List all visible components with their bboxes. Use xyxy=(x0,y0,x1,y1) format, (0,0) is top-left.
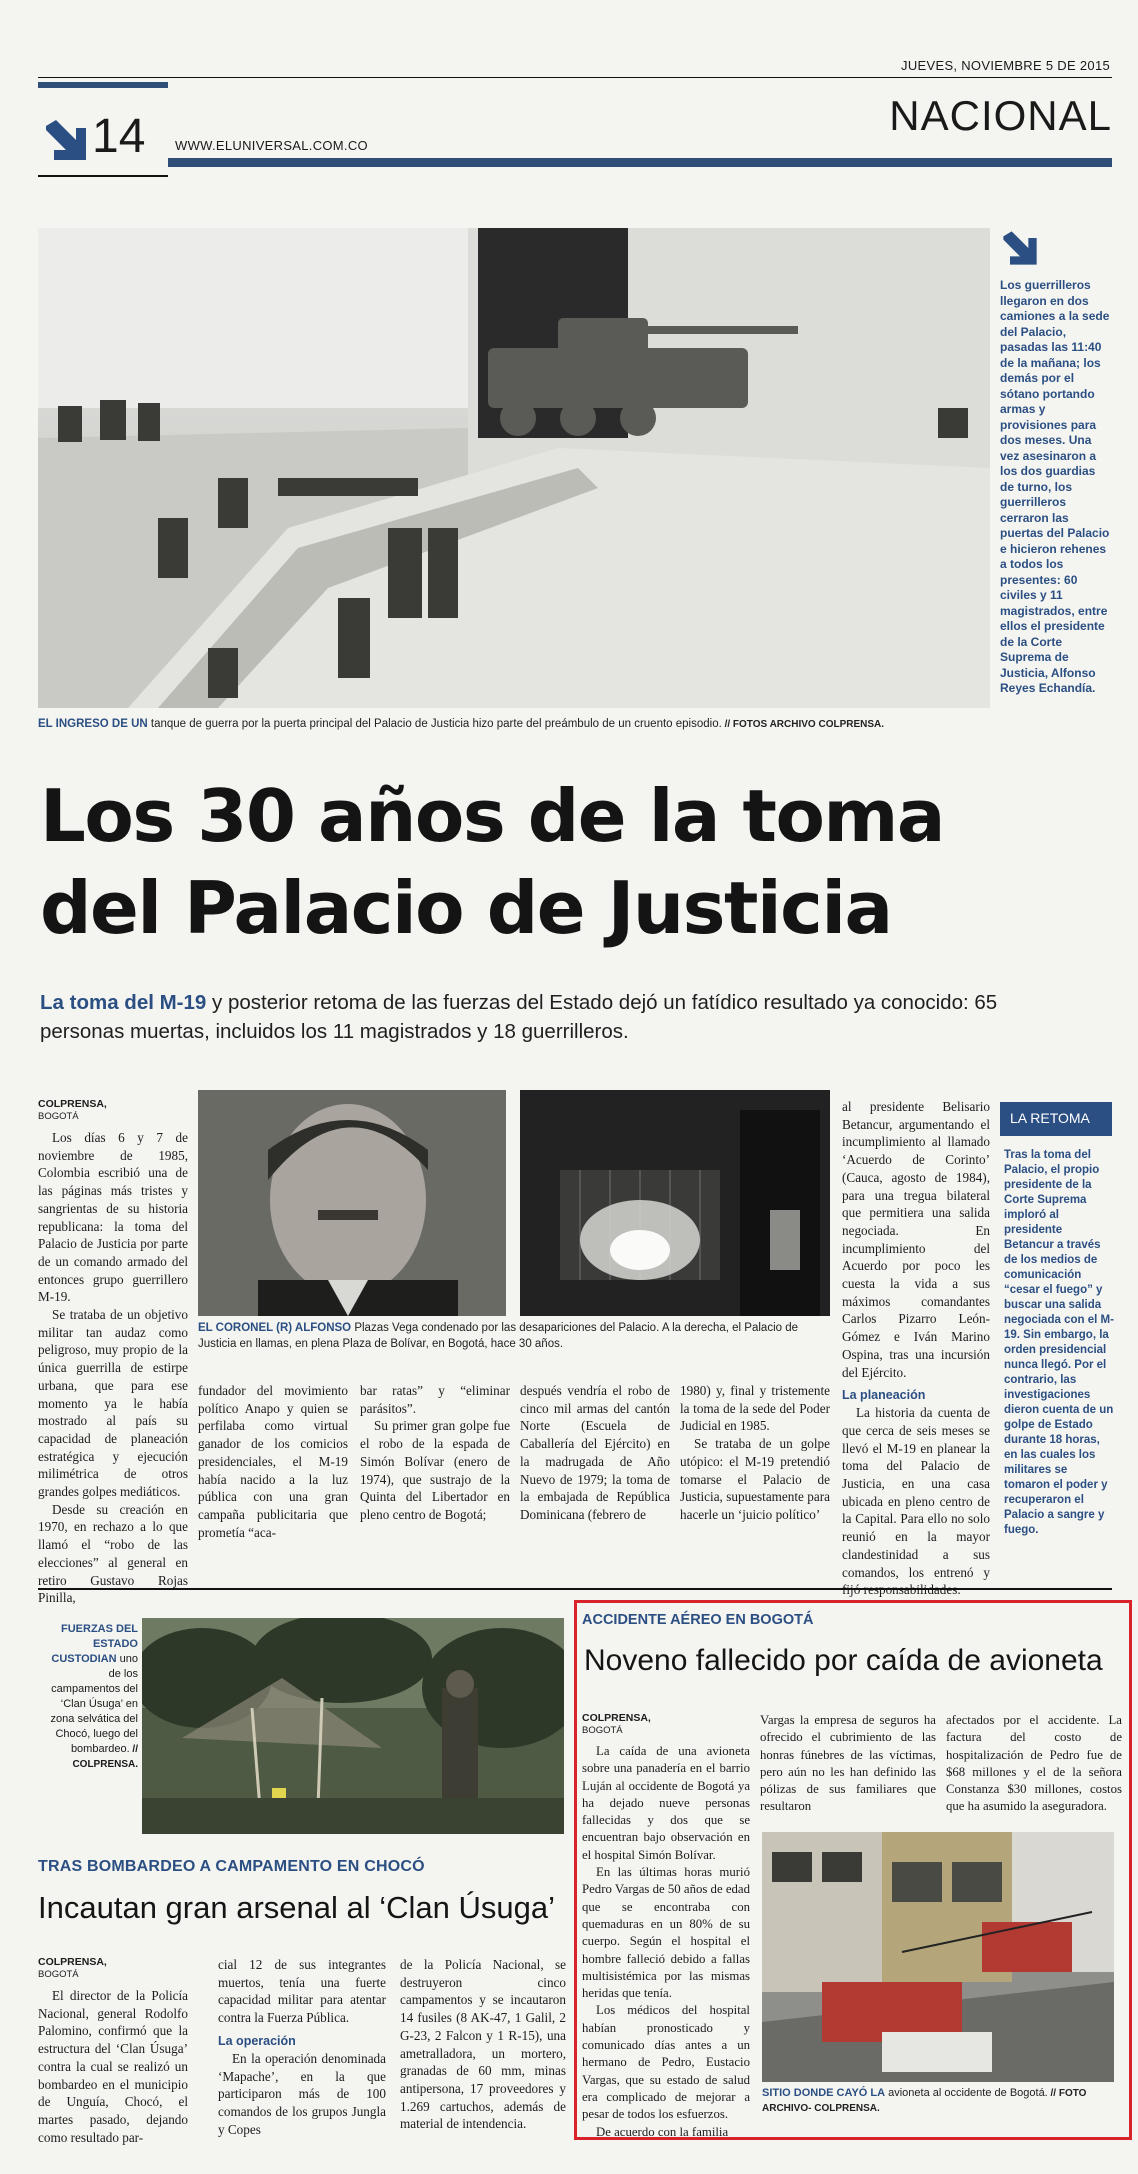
article-column-4 xyxy=(520,1382,670,1524)
sidebar-tag: LA RETOMA xyxy=(1000,1102,1112,1136)
paragraph: afectados por el accidente. La factura del costo de hospitalización de Pedro fue de $68 millones y el de la señora Constanza $30 millones, costos que ha asumido la aseguradora. xyxy=(946,1713,1122,1814)
byline-location: BOGOTÁ xyxy=(38,1969,79,1980)
main-photo-tank xyxy=(38,228,990,708)
header-blue-rule xyxy=(168,158,1112,167)
paragraph: La historia da cuenta de que cerca de seis meses se llevó el M-19 en planear la toma del Palacio de Justicia, en una casa ubicada en pleno centro de la Capital. Para ello no solo reunió en la mayor clandestinidad a sus comandos, los entrenó y xyxy=(842,1405,990,1580)
paragraph: de la Policía Nacional, se destruyeron cinco campamentos y se incautaron 14 fusiles (8 AK-47, 1 Galil, 2 G-23, 2 Falcon y 1 R-15), una ametralladora, un mortero, granadas de 60 mm, minas antipersona, 17 proveedores y 1.269 cartuchos, además de material de intendencia. xyxy=(400,1957,566,2132)
paragraph: Vargas la empresa de seguros ha ofrecido el cubrimiento de las honras fúnebres de las víctimas, pero aún no les han definido las pólizas de sus familiares que resultaron xyxy=(760,1713,936,1814)
paragraph: después vendría el robo de cinco mil armas del cantón Norte (Escuela de Caballería del Ejército) en la madrugada de Año Nuevo de 1979; la toma de la embajada de República Dominicana (febrero de xyxy=(520,1383,670,1522)
sidebar-text: Tras la toma del Palacio, el propio presidente de la Corte Suprema imploró al presidente Betancur a través de los medios de comunicación “cesar el fuego” y buscar una salida negociada con el M-19. Sin embargo, la orden presidencial nunca llegó. Por el contrario, las investigaciones dieron cuenta de un golpe de Estado durante 18 horas, en las cuales los militares se tomaron el poder y recuperaron el Palacio a sangre y fuego. xyxy=(1004,1149,1114,1536)
story3-column-2 xyxy=(760,1712,936,1816)
caption-text: tanque de guerra por la puerta principal del Palacio de Justicia hizo parte del preámbulo de un cruento episodio. xyxy=(147,718,722,730)
paragraph: Los médicos del hospital habían pronosticado y comunicado días antes a un hermano de Pedro, Eustacio Vargas, que su estado de salud era complicado de mejorar a pesar de todos los esfuerzos. xyxy=(582,2003,750,2122)
caption-lead: SITIO DONDE CAYÓ LA xyxy=(762,2087,886,2099)
article-deck xyxy=(40,988,1020,1046)
byline-location: BOGOTÁ xyxy=(38,1111,79,1122)
deck-text: y posterior retoma de las fuerzas del Estado dejó un fatídico resultado ya conocido: 65 personas muertas, incluidos los 11 magistrados y 18 guerrilleros. xyxy=(40,991,998,1043)
section-divider xyxy=(38,1588,1112,1590)
photo-credit: // COLPRENSA. xyxy=(72,1744,138,1770)
article-column-5 xyxy=(680,1382,830,1524)
side-note-text: Los guerrilleros llegaron en dos camiones a la sede del Palacio, pasadas las 11:40 de la mañana; los demás por el sótano portando armas y provisiones para dos meses. Una vez asesinaron a los dos guardias de turno, los guerrilleros cerraron las puertas del Palacio e hicieron rehenes a todos los presentes: 60 civiles y 11 magistrados, entre ellos el presidente de la Corte Suprema de Justicia, Alfonso Reyes Echandía. xyxy=(1000,278,1110,695)
paragraph: De acuerdo con la familia xyxy=(596,2124,729,2139)
caption-lead: EL CORONEL (R) ALFONSO xyxy=(198,1322,352,1334)
arrow-down-right-icon xyxy=(1000,228,1040,268)
story2-kicker: TRAS BOMBARDEO A CAMPAMENTO EN CHOCÓ xyxy=(38,1858,425,1875)
paragraph: 1980) y, final y tristemente la toma de la sede del Poder Judicial en 1985. xyxy=(680,1383,830,1434)
subhead-operacion: La operación xyxy=(218,2033,296,2048)
photo-credit: // FOTO ARCHIVO- COLPRENSA. xyxy=(762,2088,1087,2114)
story2-column-1 xyxy=(38,1956,188,2146)
main-photo-caption xyxy=(38,716,1038,733)
headline-line-2: del Palacio de Justicia xyxy=(40,866,892,950)
page-number: 14 xyxy=(92,110,146,163)
photo-crash-site xyxy=(762,1832,1114,2082)
photo-colonel-plazas xyxy=(198,1090,506,1316)
byline: COLPRENSA, xyxy=(582,1712,651,1724)
story2-column-3 xyxy=(400,1956,566,2133)
story3-column-3 xyxy=(946,1712,1122,1816)
story2-column-2 xyxy=(218,1956,386,2138)
paragraph: bar ratas” y “eliminar parásitos”. xyxy=(360,1383,510,1416)
paragraph: Se trataba de un objetivo militar tan audaz como peligroso, muy propio de la única guerrilla de estirpe urbana, que para ese momento ya le había mostrado al país su capacidad de planeación estratégica y ejecución milimétrica de otros grandes golpes mediáticos. xyxy=(38,1307,188,1500)
subhead-planeacion: La planeación xyxy=(842,1388,926,1403)
story2-title: Incautan gran arsenal al ‘Clan Úsuga’ xyxy=(38,1890,555,1925)
arrow-down-right-icon xyxy=(42,116,90,164)
issue-date: JUEVES, NOVIEMBRE 5 DE 2015 xyxy=(901,58,1110,73)
article-column-6 xyxy=(842,1098,990,1599)
caption-text: uno de los campamentos del ‘Clan Úsuga’ en zona selvática del Chocó, luego del bombardeo. xyxy=(50,1653,138,1755)
caption-lead: FUERZAS DEL ESTADO CUSTODIAN xyxy=(51,1623,138,1665)
photo-caption-colonel xyxy=(198,1320,830,1352)
headline-line-1: Los 30 años de la toma xyxy=(40,774,945,858)
section-title: NACIONAL xyxy=(889,92,1112,139)
page-box-rule xyxy=(38,175,168,177)
top-blue-bar xyxy=(38,82,168,88)
paragraph: Los días 6 y 7 de noviembre de 1985, Colombia escribió una de las páginas más tristes y sangrientas de su historia republicana: la toma del Palacio de Justicia por parte de un comando armado del entonces grupo guerrillero M-19. xyxy=(38,1130,188,1305)
byline: COLPRENSA, xyxy=(38,1956,107,1968)
deck-lead: La toma del M-19 xyxy=(40,991,207,1014)
article-column-1 xyxy=(38,1098,188,1607)
site-url[interactable]: WWW.ELUNIVERSAL.COM.CO xyxy=(175,138,368,153)
paragraph: La caída de una avioneta sobre una panadería en el barrio Luján al occidente de Bogotá ya ha dejado nueve personas fallecidas y dos que se encuentran bajo observación en el hospital Simón Bolívar. xyxy=(582,1744,750,1862)
caption-text: Plazas Vega condenado por las desapariciones del Palacio. A la derecha, el Palacio de Justicia en llamas, en plena Plaza de Bolívar, en Bogotá, hace 30 años. xyxy=(198,1322,799,1350)
paragraph: Se trataba de un golpe utópico: el M-19 pretendió tomarse el Palacio de Justicia, supuestamente para hacerle un ‘juicio político’ xyxy=(680,1436,830,1522)
paragraph: Desde su creación en 1970, en rechazo a lo que llamó el “robo de las elecciones” al general en retiro Gustavo Rojas Pinilla, xyxy=(38,1501,188,1606)
photo-palace-fire xyxy=(520,1090,830,1316)
story3-title: Noveno fallecido por caída de avioneta xyxy=(584,1644,1103,1677)
camp-photo-caption xyxy=(38,1622,138,1772)
paragraph: Su primer gran golpe fue el robo de la espada de Simón Bolívar (enero de 1974), que sustrajo de la Quinta del Libertador en pleno centro de Bogotá; xyxy=(360,1418,510,1522)
caption-text: avioneta al occidente de Bogotá. xyxy=(885,2087,1048,2099)
paragraph: al presidente Belisario Betancur, argumentando el incumplimiento al llamado ‘Acuerdo de Corinto’ (Cauca, agosto de 1984), para una tregua bilateral que permitiera una salida negociada. En incumplimiento del Acuerdo por poco les cuesta la vida a sus máximos comandantes Carlos Pizarro León-Gómez e Iván Marino Ospina, tras una incursión del Ejército. xyxy=(842,1099,990,1380)
article-column-3 xyxy=(360,1382,510,1524)
byline: COLPRENSA, xyxy=(38,1098,107,1110)
paragraph: El director de la Policía Nacional, general Rodolfo Palomino, confirmó que la estructura del ‘Clan Úsuga’ contra la cual se realizó un bombardeo en el municipio de Unguía, Chocó, el martes pasado, dejando como resultado par- xyxy=(38,1988,188,2145)
article-column-2 xyxy=(198,1382,348,1541)
story3-kicker: ACCIDENTE AÉREO EN BOGOTÁ xyxy=(582,1612,814,1628)
top-thin-rule xyxy=(38,77,1112,78)
caption-lead: EL INGRESO DE UN xyxy=(38,718,148,730)
paragraph: cial 12 de sus integrantes muertos, tenía una fuerte capacidad militar para atentar contra la Fuerza Pública. xyxy=(218,1957,386,2026)
crash-photo-caption xyxy=(762,2086,1114,2116)
paragraph: En la operación denominada ‘Mapache’, en la que participaron más de 100 comandos de los grupos Jungla y Copes xyxy=(218,2050,386,2137)
story3-column-1 xyxy=(582,1712,750,2141)
photo-credit: // FOTOS ARCHIVO COLPRENSA. xyxy=(721,719,885,730)
photo-jungle-camp xyxy=(142,1618,564,1834)
paragraph: fundador del movimiento político Anapo y quien se perfilaba como virtual ganador de los comicios presidenciales, el M-19 había nacido a la luz pública con una gran campaña publicitaria que prometía “aca- xyxy=(198,1383,348,1540)
main-headline xyxy=(40,770,1100,954)
paragraph: En las últimas horas murió Pedro Vargas de 50 años de edad que se encontraba con quemaduras en un 80% de su cuerpo. Según el hospital el hombre falleció debido a fallas multisistémica por las mismas heridas que tenía. xyxy=(582,1865,750,2001)
byline-location: BOGOTÁ xyxy=(582,1725,623,1736)
